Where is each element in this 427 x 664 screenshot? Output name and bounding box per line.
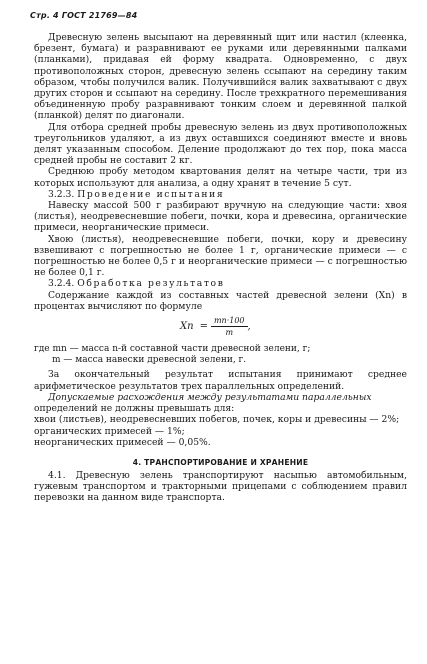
definition-prefix: где — [34, 344, 50, 355]
paragraph-average-sample: Для отбора средней пробы древесную зелень из двух противоположных треугольников удаляют, а из двух оставшихся соединяют вместе и вновь делят указанным способом. Деление продолжают до тех пор, пока масса средней пробы не составит 2 кг. — [34, 121, 407, 167]
heading-number: 3.2.3. — [48, 188, 75, 200]
formula — [180, 316, 251, 337]
heading-3-2-4 — [34, 278, 407, 289]
definition-text: mn — масса n-й составной части древесной зелени, г; — [52, 344, 311, 355]
section-title: 4. ТРАНСПОРТИРОВАНИЕ И ХРАНЕНИЕ — [132, 457, 309, 467]
document-body — [34, 32, 407, 504]
formula-block — [34, 314, 407, 344]
paragraph-sample-parts: Навеску массой 500 г разбирают вручную на следующие части: хвоя (листья), неодревесневшие побеги, почки, кора и древесина, органические примеси, неорганические примеси. — [34, 200, 407, 234]
paragraph-content-formula-intro: Содержание каждой из составных частей древесной зелени (Xn) в процентах вычисляют по формуле — [34, 289, 407, 312]
page-header: Стр. 4 ГОСТ 21769—84 — [30, 11, 138, 20]
paragraph-weighing: Хвою (листья), неодревесневшие побеги, почки, кору и древесину взвешивают с погрешностью не более 1 г, органические примеси — с погрешностью не более 0,5 г и неорганические примеси — с погрешностью не более 0,1 г. — [34, 233, 407, 279]
formula-numerator: mn·100 — [211, 316, 248, 327]
paragraph-tolerances-rest: определений не должны превышать для: — [34, 403, 235, 415]
formula-equals: = — [199, 321, 208, 333]
heading-3-2-3 — [34, 189, 407, 200]
tolerance-item: хвои (листьев), неодревесневших побегов, почек, коры и древесины — 2%; — [34, 414, 400, 426]
definition-line: m — масса навески древесной зелени, г. — [52, 355, 247, 366]
formula-definitions — [34, 344, 407, 366]
heading-number: 3.2.4. — [48, 278, 75, 290]
formula-fraction — [211, 316, 248, 337]
formula-lhs: Xn — [180, 321, 194, 333]
formula-end: , — [247, 321, 251, 333]
definition-line — [34, 344, 407, 355]
tolerance-item: органических примесей — 1%; — [34, 425, 185, 437]
paragraph-quartering: Среднюю пробу методом квартования делят на четыре части, три из которых используют для анализа, а одну хранят в течение 5 сут. — [34, 166, 407, 189]
paragraph-final-result: За окончательный результат испытания принимают среднее арифметическое результатов трех параллельных определений. — [34, 369, 407, 392]
heading-title: Обработка результатов — [77, 278, 225, 290]
heading-title: Проведение испытания — [77, 188, 225, 200]
paragraph-tolerances-italic: Допускаемые расхождения между результатами параллельных — [48, 391, 372, 403]
paragraph-mixing: Древесную зелень высыпают на деревянный щит или настил (клеенка, брезент, бумага) и разравнивают ее руками или деревянными палками (планками), придавая ей форму квадрата. Одновременно, с двух противоположных сторон, древесную зелень ссыпают на середину таким образом, чтобы получился валик. Получившийся валик захватывают с двух других сторон и ссыпают на середину. После трехкратного перемешивания объединенную пробу разравнивают тонким слоем и деревянной палкой (планкой) делят по диагонали. — [34, 32, 407, 122]
formula-denominator: m — [225, 328, 234, 338]
tolerance-item: неорганических примесей — 0,05%. — [34, 436, 211, 448]
paragraph-transport: 4.1. Древесную зелень транспортируют насыпью автомобильным, гужевым транспортом и тракторными прицепами с соблюдением правил перевозки на данном виде транспорта. — [34, 469, 407, 504]
